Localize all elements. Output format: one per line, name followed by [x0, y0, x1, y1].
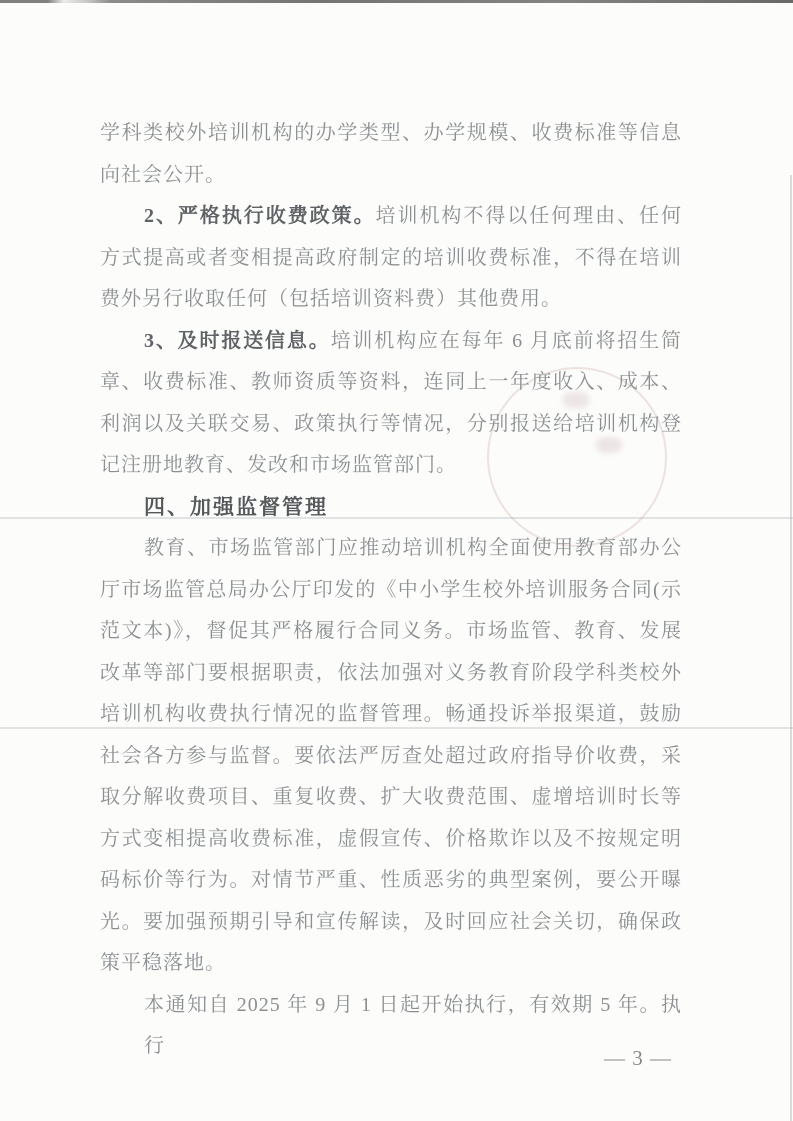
text-line: [100, 321, 682, 363]
page-number: — 3 —: [604, 1046, 672, 1070]
text-run: 向社会公开。: [100, 163, 226, 186]
text-line: [100, 902, 682, 944]
text-run: 本通知自 2025 年 9 月 1 日起开始执行，有效期 5 年。执行: [144, 993, 682, 1057]
text-line: [100, 279, 682, 321]
text-line: [100, 155, 682, 197]
bold-text-run: 3、及时报送信息。: [144, 329, 331, 352]
text-run: 方式变相提高收费标准，虚假宣传、价格欺诈以及不按规定明: [100, 827, 682, 850]
text-run: 社会各方参与监督。要依法严厉查处超过政府指导价收费，采: [100, 744, 682, 767]
text-run: 方式提高或者变相提高政府制定的培训收费标准，不得在培训: [100, 246, 682, 269]
text-line: [100, 611, 682, 653]
text-line: [100, 113, 682, 155]
text-run: 学科类校外培训机构的办学类型、办学规模、收费标准等信息: [100, 122, 682, 144]
text-run: 培训机构应在每年 6 月底前将招生简: [330, 329, 683, 352]
text-line: [100, 238, 682, 280]
document-body: [100, 113, 683, 1057]
text-run: 利润以及关联交易、政策执行等情况，分别报送给培训机构登: [100, 412, 682, 435]
text-run: 费外另行收取任何（包括培训资料费）其他费用。: [100, 288, 562, 310]
text-run: 厅市场监管总局办公厅印发的《中小学生校外培训服务合同(示: [100, 578, 682, 601]
text-line: [100, 653, 682, 695]
text-line: [100, 445, 682, 487]
text-line: [100, 819, 682, 861]
text-run: 培训机构不得以任何理由、任何: [375, 205, 683, 227]
text-run: 章、收费标准、教师资质等资料，连同上一年度收入、成本、: [100, 371, 682, 393]
text-line: [100, 362, 682, 404]
text-line: [100, 860, 682, 902]
text-line: [100, 196, 682, 238]
section-heading: [100, 487, 682, 529]
text-line: [100, 777, 682, 819]
text-line: [100, 404, 682, 446]
text-run: 策平稳落地。: [100, 952, 226, 974]
text-run: 码标价等行为。对情节严重、性质恶劣的典型案例，要公开曝: [100, 869, 682, 891]
text-run: 四、加强监督管理: [144, 495, 328, 519]
text-run: 取分解收费项目、重复收费、扩大收费范围、虚增培训时长等: [100, 786, 682, 808]
scan-edge-artifact-top: [0, 0, 793, 3]
text-run: 记注册地教育、发改和市场监管部门。: [100, 454, 457, 476]
text-run: 教育、市场监管部门应推动培训机构全面使用教育部办公: [144, 537, 682, 559]
text-run: 培训机构收费执行情况的监督管理。畅通投诉举报渠道，鼓励: [100, 703, 682, 725]
text-line: [100, 736, 682, 778]
text-run: 改革等部门要根据职责，依法加强对义务教育阶段学科类校外: [100, 661, 682, 684]
text-line: [100, 570, 682, 612]
text-line: [100, 985, 682, 1057]
text-line: [100, 694, 682, 736]
text-line: [100, 943, 682, 985]
text-line: [100, 528, 682, 570]
text-run: 范文本)》，督促其严格履行合同义务。市场监管、教育、发展: [100, 620, 682, 642]
bold-text-run: 2、严格执行收费政策。: [144, 205, 376, 227]
scan-edge-artifact-right: [790, 175, 792, 1121]
text-run: 光。要加强预期引导和宣传解读，及时回应社会关切，确保政: [100, 910, 682, 933]
